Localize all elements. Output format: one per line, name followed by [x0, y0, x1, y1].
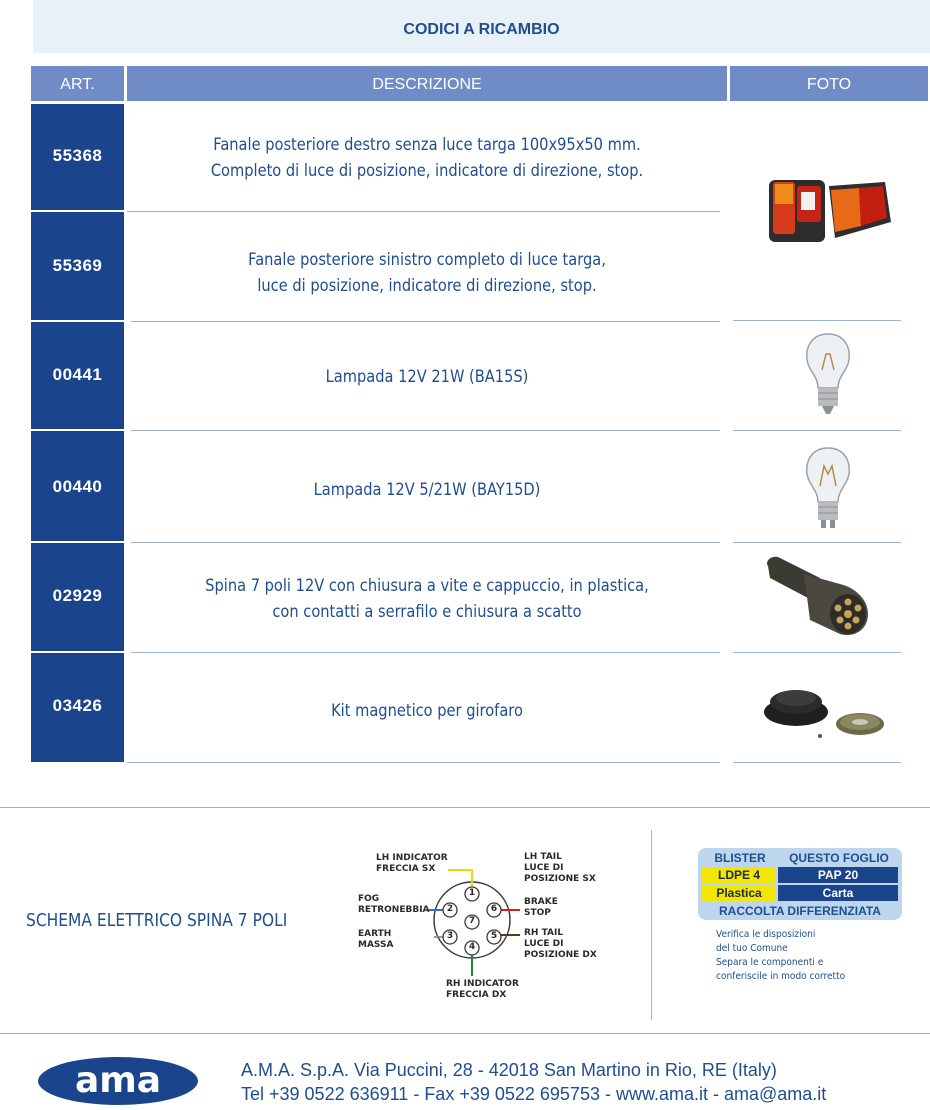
- schema-title: SCHEMA ELETTRICO SPINA 7 POLI: [26, 910, 288, 931]
- article-code: 00441: [52, 365, 103, 384]
- recycle-blister-code: LDPE 4: [702, 867, 776, 883]
- row-separator: [31, 541, 124, 543]
- label-fog: FOG RETRONEBBIA: [358, 894, 430, 915]
- row-divider: [131, 542, 720, 543]
- ama-logo: [36, 1055, 200, 1107]
- bulb-double-photo: [800, 444, 856, 534]
- pin-number: 3: [446, 931, 454, 941]
- recycle-badge: [698, 848, 902, 920]
- description-line: Lampada 12V 21W (BA15S): [325, 367, 529, 387]
- column-header-art: ART.: [31, 66, 124, 101]
- row-divider: [127, 211, 720, 212]
- row-divider: [131, 652, 720, 653]
- pin-number: 4: [468, 942, 476, 952]
- vertical-divider: [651, 830, 652, 1020]
- description-cell: [169, 573, 685, 625]
- description-cell: [169, 698, 685, 724]
- recycle-head-blister: BLISTER: [714, 851, 766, 865]
- row-separator: [31, 210, 124, 212]
- label-lh-indicator: LH INDICATOR FRECCIA SX: [376, 853, 448, 874]
- label-earth: EARTH MASSA: [358, 929, 394, 950]
- label-rh-tail: RH TAIL LUCE DI POSIZIONE DX: [524, 928, 597, 960]
- description-cell: [169, 477, 685, 503]
- recycle-blister-material: Plastica: [702, 885, 776, 901]
- company-info: [241, 1058, 826, 1106]
- description-cell: [169, 364, 685, 390]
- article-code: 55369: [52, 256, 103, 275]
- description-line: con contatti a serrafilo e chiusura a scatto: [272, 602, 582, 622]
- row-separator: [31, 651, 124, 653]
- row-divider: [733, 652, 901, 653]
- row-divider: [733, 320, 901, 321]
- pin-number: 5: [490, 931, 498, 941]
- label-rh-indicator: RH INDICATOR FRECCIA DX: [446, 979, 519, 1000]
- row-separator: [31, 320, 124, 322]
- row-divider: [131, 321, 720, 322]
- recycle-sheet-code: PAP 20: [778, 867, 898, 883]
- row-divider: [127, 762, 720, 763]
- recycle-head-sheet: QUESTO FOGLIO: [789, 851, 889, 865]
- recycle-sheet-material: Carta: [778, 885, 898, 901]
- logo-text: ama: [74, 1060, 162, 1101]
- plug-7pin-photo: [760, 552, 880, 642]
- footer-divider: [0, 1033, 930, 1034]
- description-line: Fanale posteriore destro senza luce targa 100x95x50 mm.: [213, 135, 641, 155]
- description-line: Fanale posteriore sinistro completo di luce targa,: [248, 250, 606, 270]
- label-brake: BRAKE STOP: [524, 897, 558, 918]
- row-separator: [31, 429, 124, 431]
- column-header-description: DESCRIZIONE: [127, 66, 727, 101]
- description-line: Spina 7 poli 12V con chiusura a vite e cappuccio, in plastica,: [205, 576, 649, 596]
- article-code: 02929: [52, 586, 103, 605]
- pin-number: 1: [468, 888, 476, 898]
- article-code: 55368: [52, 146, 103, 165]
- pin-number: 7: [468, 916, 476, 926]
- bulb-single-photo: [800, 330, 856, 420]
- row-divider: [131, 430, 720, 431]
- article-code: 03426: [52, 696, 103, 715]
- description-cell: [169, 247, 685, 299]
- magnetic-kit-photo: [760, 680, 890, 744]
- page-title: CODICI A RICAMBIO: [403, 21, 560, 38]
- art-column: [31, 104, 124, 762]
- pin-number: 6: [490, 904, 498, 914]
- description-cell: [169, 132, 685, 184]
- description-line: Completo di luce di posizione, indicatore di direzione, stop.: [210, 161, 644, 181]
- description-line: luce di posizione, indicatore di direzione, stop.: [257, 276, 597, 296]
- description-line: Lampada 12V 5/21W (BAY15D): [313, 480, 541, 500]
- row-divider: [733, 430, 901, 431]
- company-contacts: Tel +39 0522 636911 - Fax +39 0522 695753 - www.ama.it - ama@ama.it: [241, 1084, 827, 1104]
- section-divider: [0, 807, 930, 808]
- recycle-note: Verifica le disposizioni del tuo Comune Separa le componenti e conferiscile in modo corretto: [716, 929, 846, 982]
- row-divider: [733, 542, 901, 543]
- label-lh-tail: LH TAIL LUCE DI POSIZIONE SX: [524, 852, 596, 884]
- article-code: 00440: [52, 477, 103, 496]
- recycle-footer: RACCOLTA DIFFERENZIATA: [719, 904, 881, 918]
- tail-light-photo: [765, 172, 895, 248]
- column-header-photo: FOTO: [730, 66, 928, 101]
- row-divider: [733, 762, 901, 763]
- description-line: Kit magnetico per girofaro: [331, 701, 523, 721]
- company-address: A.M.A. S.p.A. Via Puccini, 28 - 42018 San Martino in Rio, RE (Italy): [241, 1060, 777, 1080]
- pin-number: 2: [446, 904, 454, 914]
